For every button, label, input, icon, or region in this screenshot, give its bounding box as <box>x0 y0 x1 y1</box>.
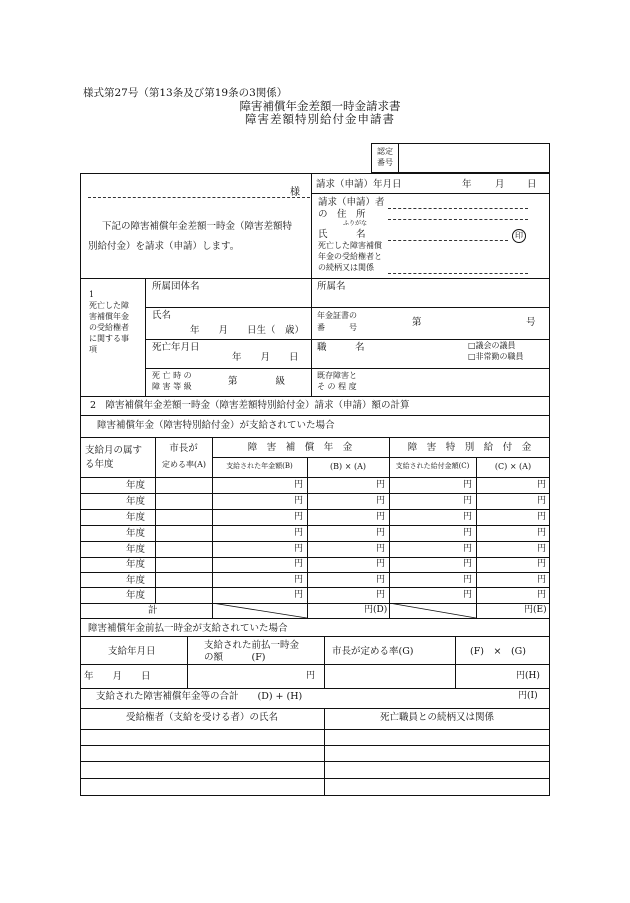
row-5-yen-ba: 円 <box>376 544 386 554</box>
request-text-line-2: 別給付金）を請求（申請）します。 <box>88 241 240 252</box>
row-2-yen-ba: 円 <box>376 496 386 506</box>
row-2-yen-ca: 円 <box>537 496 547 506</box>
row-1-yen-ba: 円 <box>376 480 386 490</box>
addressee-suffix: 様 <box>290 187 300 198</box>
form-number: 様式第27号（第13条及び第19条の3関係） <box>83 87 288 99</box>
row-4-yen-ca: 円 <box>537 528 547 538</box>
row-2-nendo: 年度 <box>126 496 146 507</box>
claim-year: 年 <box>462 179 472 190</box>
special-header: 障 害 特 別 給 付 金 <box>407 442 532 453</box>
section1-label-5: に関する事 <box>89 334 129 343</box>
pension-go: 号 <box>526 317 536 328</box>
paid-pension-label: 支給された年金額(B) <box>226 462 293 470</box>
row-7a-yen-b: 円 <box>294 575 304 585</box>
subsection-a-title: 障害補償年金（障害特別給付金）が支給されていた場合 <box>97 420 335 431</box>
certification-label-1: 認定 <box>377 147 393 156</box>
name-label: 氏 名 <box>318 229 366 240</box>
row-4-yen-ba: 円 <box>376 528 386 538</box>
row-1-yen-c: 円 <box>463 480 473 490</box>
row-3-yen-b: 円 <box>294 512 304 522</box>
total-label: 計 <box>148 605 158 616</box>
row-3-nendo: 年度 <box>126 512 146 523</box>
relation-label-3: の続柄又は関係 <box>318 263 374 272</box>
total-yen-i: 円(I) <box>518 691 538 701</box>
pension-header: 障 害 補 償 年 金 <box>247 442 353 453</box>
section2-title: 2 障害補償年金差額一時金（障害差額特別給付金）請求（申請）額の計算 <box>90 400 410 411</box>
row-7-yen-b: 円 <box>294 590 304 600</box>
row-6-yen-ca: 円 <box>537 559 547 569</box>
claimant-label-1: 請求（申請）者 <box>318 197 385 208</box>
title-line-1: 障害補償年金差額一時金請求書 <box>239 99 401 113</box>
existing-label-1: 既存障害と <box>317 371 357 380</box>
paid-lump-label-1: 支給された前払一時金 <box>204 640 300 651</box>
row-5-yen-ca: 円 <box>537 544 547 554</box>
row-3-yen-c: 円 <box>463 512 473 522</box>
relation-label-2: 年金の受給権者と <box>318 252 382 261</box>
pension-number-label-1: 年金証書の <box>317 311 357 320</box>
relation-deceased-header: 死亡職員との続柄又は関係 <box>379 712 494 723</box>
total-yen-e: 円(E) <box>524 605 547 615</box>
furigana-label: ふりがな <box>343 220 368 227</box>
f-times-g-label: (F) × (G) <box>470 646 526 657</box>
row-1-yen-ca: 円 <box>537 480 547 490</box>
section1-label-6: 項 <box>89 345 97 354</box>
row-7-yen-ca: 円 <box>537 590 547 600</box>
row-4-nendo: 年度 <box>126 528 146 539</box>
option-part-time-staff[interactable]: □非常勤の職員 <box>468 352 524 361</box>
pension-dai: 第 <box>412 317 422 328</box>
row-3-yen-ca: 円 <box>537 512 547 522</box>
row-7a-nendo: 年度 <box>126 575 146 586</box>
section1-label-4: の受給権者 <box>89 323 129 332</box>
col-rate-label-2: 定める率(A) <box>161 460 207 469</box>
dept-label: 所属名 <box>317 281 346 292</box>
grade-label-2: 障 害 等 級 <box>152 382 192 391</box>
paid-lump-label-2: の額 (F) <box>204 652 266 663</box>
seal-mark: 印 <box>512 229 526 243</box>
advance-ymd[interactable]: 年 月 日 <box>84 671 151 682</box>
option-assembly-member[interactable]: □議会の議員 <box>468 341 516 350</box>
grade-label-1: 死 亡 時 の <box>152 371 192 380</box>
total-diagonal-b <box>212 603 307 618</box>
b-times-a-label: (B) × (A) <box>330 462 366 471</box>
org-label: 所属団体名 <box>152 281 200 292</box>
section1-label-1: 1 <box>89 290 95 299</box>
subsection-b-title: 障害補償年金前払一時金が支給されていた場合 <box>88 623 288 634</box>
relation-label-1: 死亡した障害補償 <box>318 241 382 250</box>
row-6-nendo: 年度 <box>126 559 146 570</box>
row-7-nendo: 年度 <box>126 590 146 601</box>
death-date-ymd: 年 月 日 <box>232 352 299 363</box>
row-5-yen-b: 円 <box>294 544 304 554</box>
row-2-yen-b: 円 <box>294 496 304 506</box>
col-rate-label-1: 市長が <box>169 443 198 454</box>
claim-date-label: 請求（申請）年月日 <box>316 179 402 190</box>
rate-g-label: 市長が定める率(G) <box>332 646 414 657</box>
claim-day: 日 <box>527 179 537 190</box>
total-line-label: 支給された障害補償年金等の合計 (D) + (H) <box>96 691 303 702</box>
pension-number-label-2: 番 号 <box>317 323 357 332</box>
claim-month: 月 <box>495 179 505 190</box>
section1-label-2: 死亡した障 <box>89 301 129 310</box>
c-times-a-label: (C) × (A) <box>494 462 532 471</box>
row-1-yen-b: 円 <box>294 480 304 490</box>
pay-date-label: 支給年月日 <box>108 646 156 657</box>
advance-yen: 円 <box>306 671 316 681</box>
row-6-yen-b: 円 <box>294 559 304 569</box>
claimant-label-2: の 住 所 <box>318 209 366 220</box>
row-6-yen-ba: 円 <box>376 559 386 569</box>
row-1-nendo: 年度 <box>126 480 146 491</box>
row-2-yen-c: 円 <box>463 496 473 506</box>
position-label: 職 名 <box>317 342 365 353</box>
col-year-label-1: 支給月の属す <box>85 445 143 456</box>
row-7a-yen-c: 円 <box>463 575 473 585</box>
total-diagonal-c <box>389 603 476 618</box>
grade-dai-kyu: 第 級 <box>228 376 286 387</box>
birth-date-label: 年 月 日生（ 歳） <box>190 325 305 336</box>
row-7a-yen-ca: 円 <box>537 575 547 585</box>
recipient-name-header: 受給権者（支給を受ける者）の氏名 <box>125 712 278 723</box>
row-3-yen-ba: 円 <box>376 512 386 522</box>
row-4-yen-b: 円 <box>294 528 304 538</box>
row-5-nendo: 年度 <box>126 544 146 555</box>
row-5-yen-c: 円 <box>463 544 473 554</box>
title-line-2: 障害差額特別給付金申請書 <box>245 112 395 126</box>
person-name-label: 氏名 <box>152 310 172 321</box>
row-7-yen-c: 円 <box>463 590 473 600</box>
request-text-line-1: 下記の障害補償年金差額一時金（障害差額特 <box>102 221 293 232</box>
advance-yen-h: 円(H) <box>516 671 540 681</box>
paid-special-label: 支給された給付金額(C) <box>395 462 470 470</box>
main-form <box>80 173 550 796</box>
section1-label-3: 害補償年金 <box>89 312 129 321</box>
row-4-yen-c: 円 <box>463 528 473 538</box>
certification-label-2: 番号 <box>377 158 393 167</box>
col-year-label-2: る年度 <box>85 459 114 470</box>
row-7-yen-ba: 円 <box>376 590 386 600</box>
existing-label-2: そ の 程 度 <box>317 382 357 391</box>
total-yen-d: 円(D) <box>364 605 388 615</box>
row-7a-yen-ba: 円 <box>376 575 386 585</box>
row-6-yen-c: 円 <box>463 559 473 569</box>
death-date-label: 死亡年月日 <box>152 342 200 353</box>
